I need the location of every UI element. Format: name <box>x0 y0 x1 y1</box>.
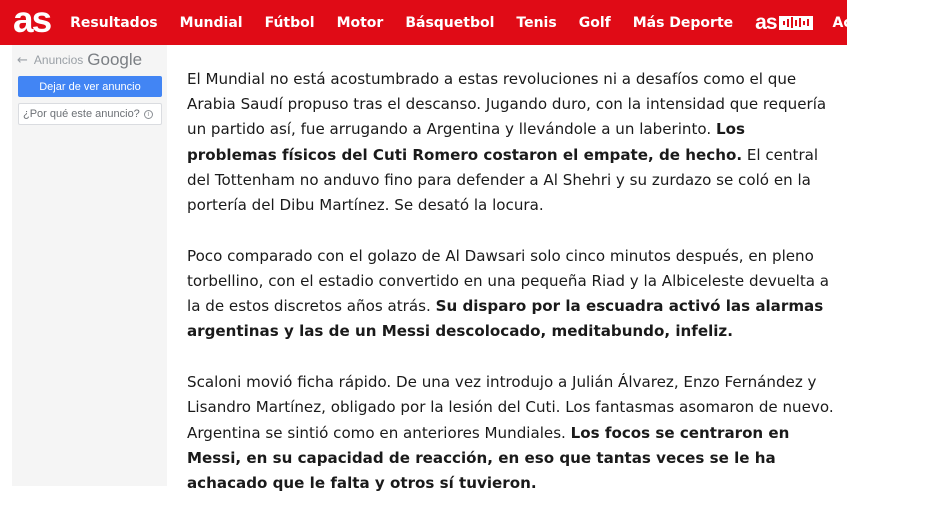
as-audio-link[interactable] <box>755 12 812 33</box>
nav-item-tenis[interactable]: Tenis <box>516 14 557 31</box>
nav-item-actualidad[interactable]: Actualidad <box>832 14 917 31</box>
ad-header <box>12 45 167 75</box>
p1-text-c: El central del Tottenham no anduvo fino para defender a Al Shehri y su zurdazo se coló en la portería del Dibu Martínez. Se desató la locura. <box>187 145 819 215</box>
back-arrow-icon[interactable]: ← <box>17 52 28 68</box>
as-audio-logo: as <box>755 11 777 34</box>
p2-text-a: Poco comparado con el golazo de Al Dawsari solo cinco minutos después, en pleno torbellino, con el estadio convertido en una pequeña Riad y la Albiceleste devuelta a la de estos discretos años atrás. <box>187 246 830 316</box>
why-this-ad-label: ¿Por qué este anuncio? <box>23 108 140 120</box>
nav-item-mundial[interactable]: Mundial <box>179 14 243 31</box>
nav-item-futbol[interactable]: Fútbol <box>264 14 315 31</box>
info-icon: i <box>144 110 153 119</box>
google-label: Google <box>87 50 143 69</box>
article-paragraph-3 <box>187 370 837 496</box>
why-this-ad-button[interactable] <box>18 103 162 125</box>
p1-text-a: El Mundial no está acostumbrado a estas revoluciones ni a desafíos como el que Arabia Saudí propuso tras el descanso. Jugando duro, con la intensidad que requería un partido así, fue arrugando a Argentina y llevándole a un laberinto. <box>187 70 827 139</box>
nav-item-mas-deporte[interactable]: Más Deporte <box>632 14 734 31</box>
nav-menu <box>70 0 939 45</box>
p1-bold: Los problemas físicos del Cuti Romero costaron el empate, de hecho. <box>187 120 745 164</box>
p3-text-a: Scaloni movió ficha rápido. De una vez introdujo a Julián Álvarez, Enzo Fernández y Lisandro Martínez, obligado por la lesión del Cuti. Los fantasmas asomaron de nuevo. Argentina se sintió como en anteriores Mundiales. <box>187 373 834 442</box>
article-paragraph-2 <box>187 244 837 345</box>
ad-column <box>12 45 167 486</box>
nav-item-golf[interactable]: Golf <box>578 14 611 31</box>
p2-bold: Su disparo por la escuadra activó las alarmas argentinas y las de un Messi descolocado, meditabundo, infeliz. <box>187 297 824 341</box>
nav-item-resultados[interactable]: Resultados <box>70 14 158 31</box>
article-paragraph-1 <box>187 67 837 218</box>
nav-item-basquetbol[interactable]: Básquetbol <box>405 14 495 31</box>
top-navigation-bar <box>0 0 917 45</box>
ads-label: Anuncios <box>33 53 84 67</box>
as-logo[interactable]: as <box>13 0 51 40</box>
stop-seeing-ad-button[interactable]: Dejar de ver anuncio <box>18 76 162 97</box>
audio-wave-icon <box>779 16 813 30</box>
p3-bold: Los focos se centraron en Messi, en su capacidad de reacción, en eso que tantas veces se le ha achacado que le falta y otros sí tuvieron. <box>187 423 790 493</box>
nav-item-motor[interactable]: Motor <box>336 14 384 31</box>
article-body <box>187 67 837 522</box>
